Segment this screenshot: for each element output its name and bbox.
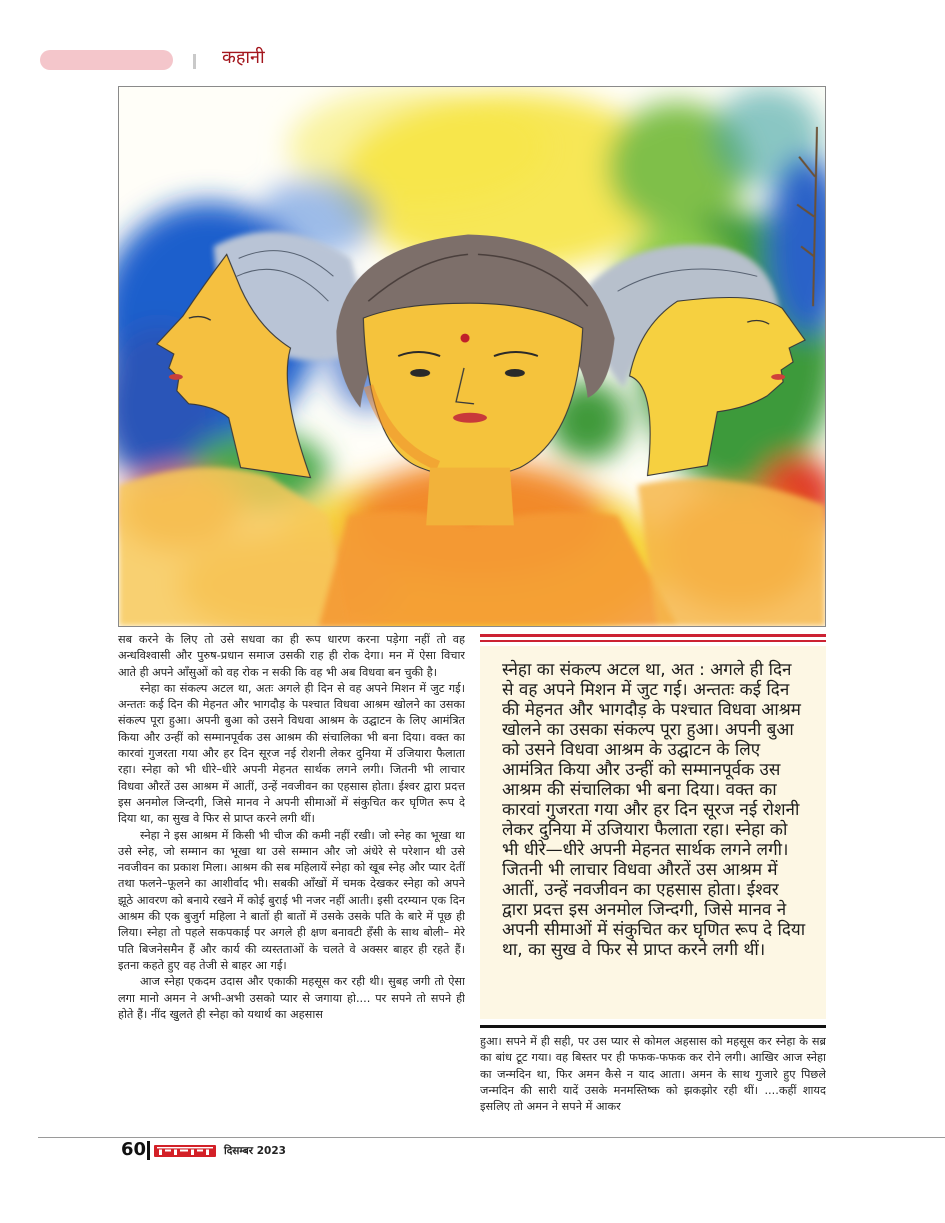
paragraph: सब करने के लिए तो उसे सधवा का ही रूप धारण करना पड़ेगा नहीं तो वह अन्धविश्वासी और पुरुष-प्रधान समाज उसकी राह ही रोक देगा। मन में ऐसा विचार आते ही अपने आँसुओं को वह रोक न सकी कि वह भी अब विधवा बन चुकी है।: [118, 633, 465, 679]
magazine-logo: [154, 1145, 216, 1157]
story-illustration: [118, 86, 826, 627]
pull-quote-top-rule: [480, 634, 826, 637]
header-separator: [193, 54, 196, 69]
article-left-column: [118, 632, 465, 1122]
issue-date: दिसम्बर 2023: [224, 1145, 286, 1157]
pull-quote-top-rule-thin: [480, 640, 826, 642]
footer-divider: [147, 1141, 150, 1160]
section-pill: [40, 50, 173, 70]
paragraph: हुआ। सपने में ही सही, पर उस प्यार से कोमल अहसास को महसूस कर स्नेहा के सब्र का बांध टूट गया। वह बिस्तर पर ही फफक-फफक कर रोने लगी। आखिर आज स्नेहा का जन्मदिन था, फिर अमन कैसे न याद आता। अमन के साथ गुजारे हुए पिछले जन्मदिन की सारी यादें उसके मनमस्तिष्क को झकझोर रही थीं। ....कहीं शायद इसलिए तो अमन ने सपने में आकर: [480, 1035, 826, 1114]
page-number: 60: [121, 1139, 147, 1160]
section-label: कहानी: [222, 47, 265, 68]
pull-quote-box: [480, 646, 826, 1019]
paragraph: स्नेहा का संकल्प अटल था, अतः अगले ही दिन से वह अपने मिशन में जुट गई। अन्ततः कई दिन की मेहनत और भागदौड़ के पश्चात विधवा आश्रम खोलने का उसका संकल्प पूरा हुआ। अपनी बुआ को उसने विधवा आश्रम के उद्घाटन के लिए आमंत्रित किया और उन्हीं को सम्मानपूर्वक उस आश्रम की संचालिका भी बना दिया। वक्त का कारवां गुजरता गया और हर दिन सूरज नई रोशनी लेकर दुनिया में उजियारा फैलाता रहा। स्नेहा को भी धीरे–धीरे अपनी मेहनत सार्थक लगने लगी। जितनी भी लाचार विधवा औरतें उस आश्रम में आतीं, उन्हें नवजीवन का एहसास होता। ईश्वर द्वारा प्रदत्त इस अनमोल जिन्दगी, जिसे मानव ने अपनी सीमाओं में संकुचित कर घृणित रूप दे दिया था, का सुख वे फिर से प्राप्त करने लगी थीं।: [118, 681, 465, 826]
paragraph: स्नेहा ने इस आश्रम में किसी भी चीज की कमी नहीं रखी। जो स्नेह का भूखा था उसे स्नेह, जो सम्मान का भूखा था उसे सम्मान और जो अंधेरे से परेशान थी उसे नवजीवन का प्रकाश मिला। आश्रम की सब महिलायें स्नेहा को खूब स्नेह और प्यार देतीं तथा फलने–फूलने का आशीर्वाद भी। सबकी आँखों में चमक देखकर स्नेहा को अपने झूठे आवरण को बनाये रखने में कोई बुराई भी नजर नहीं आती। इसी दरम्यान एक दिन आश्रम की एक बुजुर्ग महिला ने बातों ही बातों में उसके उसके पति के बारे में पूछ ही लिया। स्नेहा तो पहले सकपकाई पर अगले ही क्षण बनावटी हँसी के साथ बोली– मेरे पति बिजनेसमैन हैं और कार्य की व्यस्तताओं के चलते वे अक्सर बाहर ही रहते हैं। इतना कहते हुए वह तेजी से बाहर आ गई।: [118, 828, 465, 972]
article-right-column: [480, 1034, 826, 1122]
pull-quote-text: स्नेहा का संकल्प अटल था, अत : अगले ही दिन से वह अपने मिशन में जुट गई। अन्ततः कई दिन की मेहनत और भागदौड़ के पश्चात विधवा आश्रम खोलने का उसका संकल्प पूरा हुआ। अपनी बुआ को उसने विधवा आश्रम के उद्घाटन के लिए आमंत्रित किया और उन्हीं को सम्मानपूर्वक उस आश्रम की संचालिका भी बना दिया। वक्त का कारवां गुजरता गया और हर दिन सूरज नई रोशनी लेकर दुनिया में उजियारा फैलाता रहा। स्नेहा को भी धीरे—धीरे अपनी मेहनत सार्थक लगने लगी। जितनी भी लाचार विधवा औरतें उस आश्रम में आतीं, उन्हें नवजीवन का एहसास होता। ईश्वर द्वारा प्रदत्त इस अनमोल जिन्दगी, जिसे मानव ने अपनी सीमाओं में संकुचित कर घृणित रूप दे दिया था, का सुख वे फिर से प्राप्त करने लगी थीं।: [502, 660, 806, 960]
watercolor-three-women-image: [119, 87, 825, 626]
pull-quote-bottom-rule: [480, 1025, 826, 1028]
footer-rule: [38, 1137, 945, 1138]
paragraph: आज स्नेहा एकदम उदास और एकाकी महसूस कर रही थी। सुबह जगी तो ऐसा लगा मानो अमन ने अभी-अभी उसको प्यार से जगाया हो.... पर सपने तो सपने ही होते हैं। नींद खुलते ही स्नेहा को यथार्थ का अहसास: [118, 975, 465, 1021]
